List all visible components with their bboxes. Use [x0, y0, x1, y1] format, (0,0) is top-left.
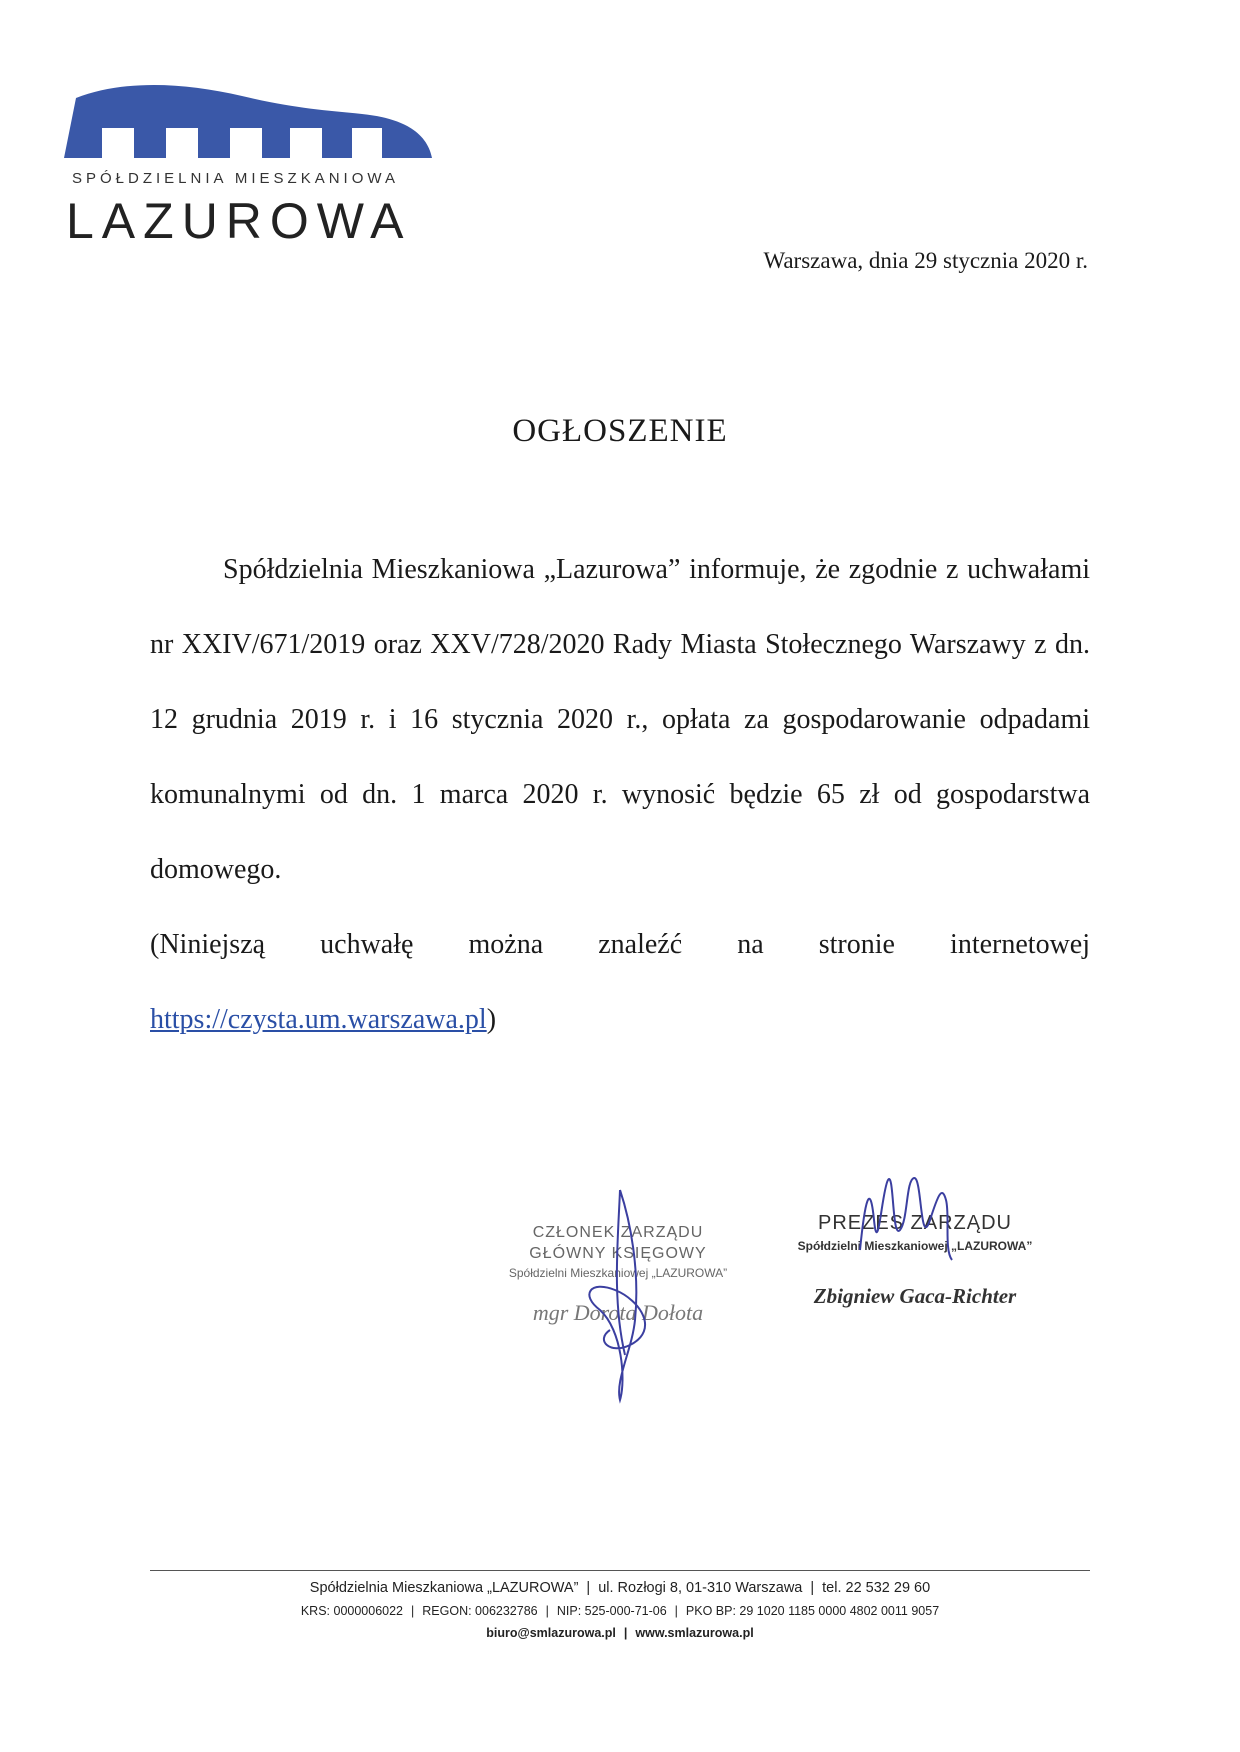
signature-left-icon: [560, 1180, 710, 1410]
document-body: [150, 532, 1090, 1057]
footer-bank: PKO BP: 29 1020 1185 0000 4802 0011 9057: [685, 1604, 940, 1618]
stamp-right-line1: PREZES ZARZĄDU: [817, 1212, 1013, 1234]
link-line: [150, 982, 1090, 1057]
footer-line2: KRS: 0000006022 | REGON: 006232786 | NIP: 525-000-71-06 | PKO BP: 29 1020 1185 0000 4802 0011 9057: [300, 1604, 940, 1618]
stamp-left-name: mgr Dorota Dołota: [532, 1300, 704, 1325]
logo-name: LAZUROWA: [66, 193, 412, 249]
footer: [0, 1576, 1240, 1644]
footer-divider: [150, 1570, 1090, 1571]
footer-www[interactable]: www.smlazurowa.pl: [635, 1626, 754, 1640]
footer-nip: NIP: 525-000-71-06: [556, 1604, 667, 1618]
footer-address: ul. Rozłogi 8, 01-310 Warszawa: [598, 1580, 803, 1596]
stamp-right-name: Zbigniew Gaca-Richter: [813, 1284, 1017, 1308]
footer-line1: Spółdzielnia Mieszkaniowa „LAZUROWA” | ul. Rozłogi 8, 01-310 Warszawa | tel. 22 532 29 60: [309, 1580, 931, 1596]
footer-email[interactable]: biuro@smlazurowa.pl: [486, 1626, 616, 1640]
stamp-right-line2: Spółdzielni Mieszkaniowej „LAZUROWA”: [797, 1239, 1033, 1253]
logo: [62, 74, 442, 249]
signature-right-icon: [850, 1160, 970, 1280]
document-date: Warszawa, dnia 29 stycznia 2020 r.: [763, 248, 1088, 273]
announcement-text: Spółdzielnia Mieszkaniowa „Lazurowa” informuje, że zgodnie z uchwałami nr XXIV/671/2019 oraz XXV/728/2020 Rady Miasta Stołecznego Warszawy z dn. 12 grudnia 2019 r. i 16 stycznia 2020 r., opłata za gospodarowanie odpadami komunalnymi od dn. 1 marca 2020 r. wynosić będzie 65 zł od gospodarstwa domowego.: [150, 554, 1090, 885]
footer-krs: KRS: 0000006022: [300, 1604, 404, 1618]
announcement-paragraph: [150, 532, 1090, 907]
link-intro-text: (Niniejszą uchwałę można znaleźć na stronie internetowej: [150, 929, 1090, 960]
website-link[interactable]: https://czysta.um.warszawa.pl: [150, 1004, 487, 1035]
document-title: OGŁOSZENIE: [512, 413, 728, 449]
footer-regon: REGON: 006232786: [422, 1604, 538, 1618]
link-paragraph: [150, 907, 1090, 982]
logo-subtitle: SPÓŁDZIELNIA MIESZKANIOWA: [72, 170, 399, 187]
stamp-left-line3: Spółdzielni Mieszkaniowej „LAZUROWA”: [508, 1266, 728, 1280]
footer-line3: biuro@smlazurowa.pl | www.smlazurowa.pl: [486, 1626, 754, 1640]
stamp-left-line2: GŁÓWNY KSIĘGOWY: [529, 1245, 707, 1262]
footer-phone: tel. 22 532 29 60: [822, 1580, 931, 1596]
stamp-left-line1: CZŁONEK ZARZĄDU: [532, 1224, 704, 1241]
closing-paren: ): [486, 1004, 497, 1035]
footer-org: Spółdzielnia Mieszkaniowa „LAZUROWA”: [309, 1580, 579, 1596]
logo-building-icon: [62, 74, 442, 164]
